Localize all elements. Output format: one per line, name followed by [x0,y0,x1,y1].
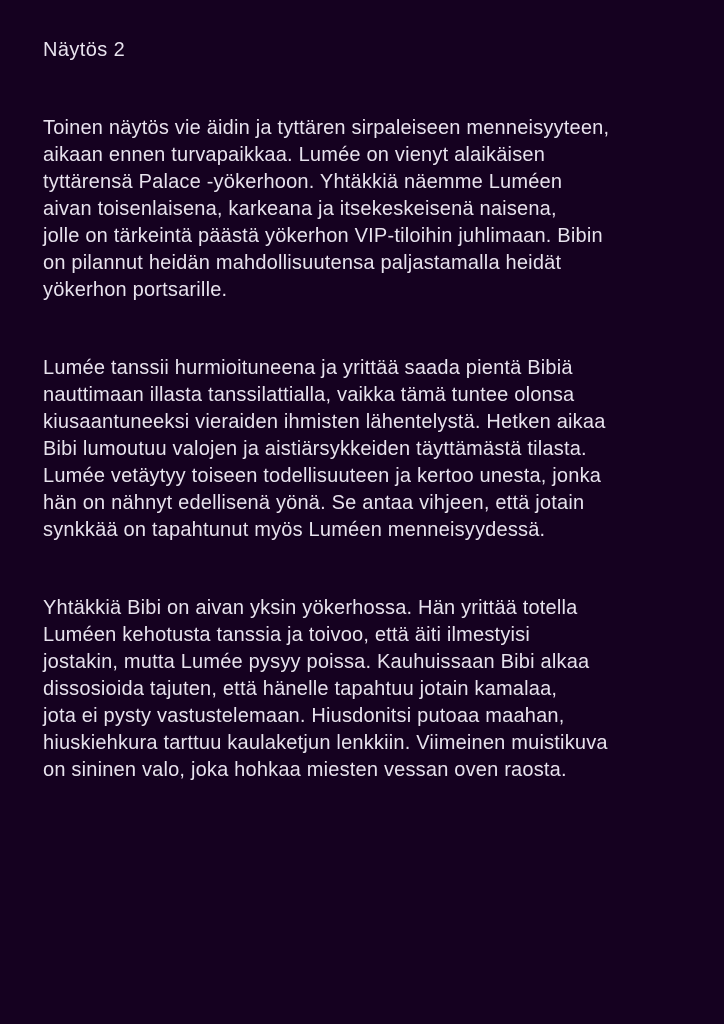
text-line: jolle on tärkeintä päästä yökerhon VIP-tiloihin juhlimaan. Bibin [43,225,603,247]
text-line: Yhtäkkiä Bibi on aivan yksin yökerhossa. Hän yrittää totella [43,597,578,619]
text-line: synkkää on tapahtunut myös Luméen menneisyydessä. [43,519,546,541]
text-line: Lumée tanssii hurmioituneena ja yrittää saada pientä Bibiä [43,357,573,379]
text-line: hän on nähnyt edellisenä yönä. Se antaa vihjeen, että jotain [43,492,585,514]
document-body [43,115,684,784]
text-line: tyttärensä Palace -yökerhoon. Yhtäkkiä näemme Luméen [43,171,563,193]
text-line: nauttimaan illasta tanssilattialla, vaikka tämä tuntee olonsa [43,384,575,406]
paragraph [43,115,684,304]
text-line: Toinen näytös vie äidin ja tyttären sirpaleiseen menneisyyteen, [43,117,610,139]
text-line: aivan toisenlaisena, karkeana ja itsekeskeisenä naisena, [43,198,557,220]
text-line: on sininen valo, joka hohkaa miesten vessan oven raosta. [43,759,567,781]
text-line: Lumée vetäytyy toiseen todellisuuteen ja kertoo unesta, jonka [43,465,602,487]
paragraph [43,355,684,544]
text-line: hiuskiehkura tarttuu kaulaketjun lenkkiin. Viimeinen muistikuva [43,732,608,754]
text-line: dissosioida tajuten, että hänelle tapahtuu jotain kamalaa, [43,678,558,700]
text-line: kiusaantuneeksi vieraiden ihmisten lähentelystä. Hetken aikaa [43,411,606,433]
page-title: Näytös 2 [43,39,126,61]
text-line: Luméen kehotusta tanssia ja toivoo, että äiti ilmestyisi [43,624,531,646]
text-line: on pilannut heidän mahdollisuutensa paljastamalla heidät [43,252,562,274]
paragraph [43,595,684,784]
text-line: aikaan ennen turvapaikkaa. Lumée on vienyt alaikäisen [43,144,546,166]
text-line: Bibi lumoutuu valojen ja aistiärsykkeiden täyttämästä tilasta. [43,438,587,460]
text-line: jostakin, mutta Lumée pysyy poissa. Kauhuissaan Bibi alkaa [43,651,590,673]
text-line: jota ei pysty vastustelemaan. Hiusdonitsi putoaa maahan, [43,705,565,727]
text-line: yökerhon portsarille. [43,279,228,301]
